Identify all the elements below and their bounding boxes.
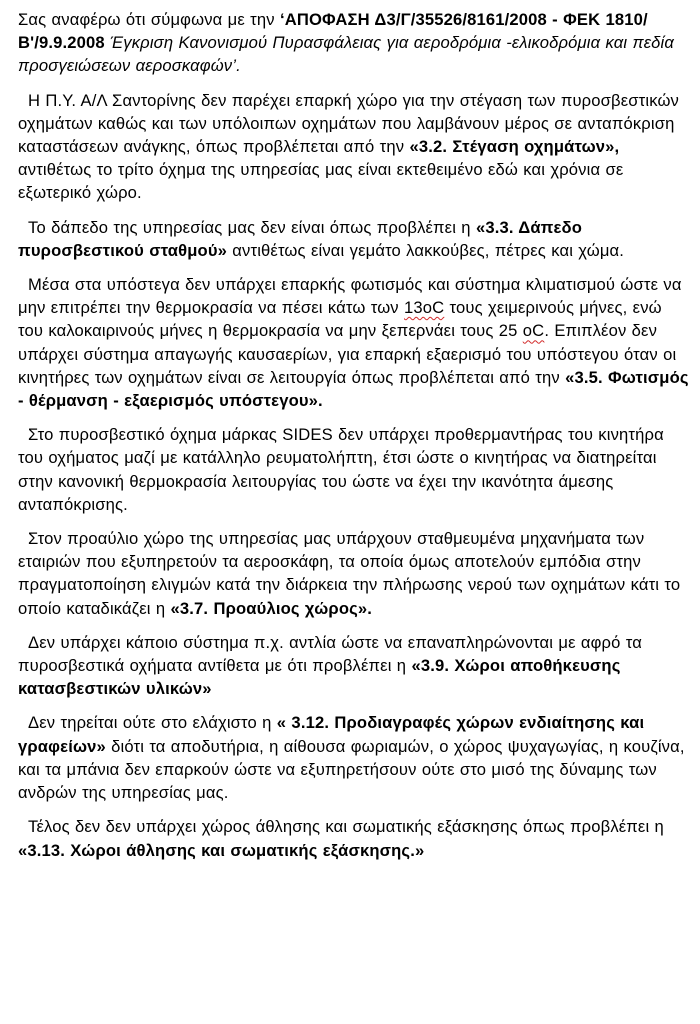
paragraph-engine-preheater	[18, 423, 690, 516]
text-run: διότι τα αποδυτήρια, η αίθουσα φωριαμών, ο χώρος ψυχαγωγίας, η κουζίνα, και τα μπάνια δεν επαρκούν ώστε να εξυπηρετήσουν ούτε στο μισό της δύναμης των ανδρών της υπηρεσίας μας.	[18, 736, 685, 803]
section-ref-3-2: «3.2. Στέγαση οχημάτων»,	[409, 137, 620, 157]
text-run: αντιθέτως το τρίτο όχημα της υπηρεσίας μας είναι εκτεθειμένο εδώ και χρόνια σε εξωτερικό χώρο.	[18, 160, 624, 203]
paragraph-courtyard	[18, 527, 690, 620]
section-ref-3-3: «3.3. Δάπεδο πυροσβεστικού σταθμού»	[18, 217, 583, 260]
spellcheck-marked-text: 13οC	[404, 298, 445, 318]
text-run: . Επιπλέον δεν υπάρχει σύστημα απαγωγής καυσαερίων, για επαρκή εξαερισμό του υπόστεγου όταν οι κινητήρες των οχημάτων είναι σε λειτουργία όπως προβλέπεται από την	[18, 321, 677, 387]
text-run: τους χειμερινούς μήνες, ενώ του καλοκαιρινούς μήνες η θερμοκρασία να μην ξεπερνάει τους 25	[18, 298, 662, 341]
text-run: Στο πυροσβεστικό όχημα μάρκας SIDES δεν υπάρχει προθερμαντήρας του κινητήρα του οχήματος μαζί με κατάλληλο ρευματολήπτη, έτσι ώστε ο κινητήρας να διατηρείται στην κανονική θερμοκρασία λειτουργίας του ώστε να έχει την ικανότητα άμεσης ανταπόκρισης.	[18, 425, 664, 514]
text-run: Μέσα στα υπόστεγα δεν υπάρχει επαρκής φωτισμός και σύστημα κλιματισμού ώστε να μην επιτρέπει την θερμοκρασία να πέσει κάτω των	[18, 275, 682, 318]
text-run: αντιθέτως είναι γεμάτο λακκούβες, πέτρες και χώμα.	[227, 240, 625, 260]
text-run: Τέλος δεν δεν υπάρχει χώρος άθλησης και σωματικής εξάσκησης όπως προβλέπει η	[28, 817, 664, 837]
paragraph-exercise-space	[18, 815, 690, 861]
section-ref-3-7: «3.7. Προαύλιος χώρος».	[170, 598, 373, 618]
paragraph-lighting-heating	[18, 273, 690, 412]
text-run: Η Π.Υ. Α/Λ Σαντορίνης δεν παρέχει επαρκή χώρο για την στέγαση των πυροσβεστικών οχημάτων καθώς και των υπόλοιπων οχημάτων που λαμβάνουν μέρος σε ανταπόκριση καταστάσεων ανάγκης, όπως προβλέπεται από την	[18, 90, 679, 157]
paragraph-vehicle-housing	[18, 89, 690, 205]
text-run: Στον προαύλιο χώρο της υπηρεσίας μας υπάρχουν σταθμευμένα μηχανήματα των εταιριών που εξυπηρετούν τα αεροσκάφη, τα οποία όμως αποτελούν εμπόδια στην πραγματοποίηση ελιγμών κατά την διάρκεια την πλήρωσης νερού των οχημάτων κάτι το οποίο καταδικάζει η	[18, 529, 681, 618]
paragraph-living-quarters	[18, 711, 690, 804]
regulation-title: Έγκριση Κανονισμού Πυρασφάλειας για αεροδρόμια -ελικοδρόμια και πεδία προσγειώσεων αεροσκαφών’.	[18, 33, 674, 76]
spellcheck-marked-text: οC	[522, 321, 545, 341]
section-ref-3-9: «3.9. Χώροι αποθήκευσης κατασβεστικών υλικών»	[18, 656, 621, 699]
paragraph-station-floor	[18, 216, 690, 262]
paragraph-foam-storage	[18, 631, 690, 701]
paragraph-decision-reference	[18, 8, 690, 78]
text-run: Σας αναφέρω ότι σύμφωνα με την	[18, 10, 280, 29]
text-run: Το δάπεδο της υπηρεσίας μας δεν είναι όπως προβλέπει η	[28, 217, 476, 237]
section-ref-3-5: «3.5. Φωτισμός - θέρμανση - εξαερισμός υπόστεγου».	[18, 367, 689, 411]
text-run: Δεν υπάρχει κάποιο σύστημα π.χ. αντλία ώστε να επαναπληρώνονται με αφρό τα πυροσβεστικά οχήματα αντίθετα με ότι προβλέπει η	[18, 632, 642, 676]
section-ref-3-13: «3.13. Χώροι άθλησης και σωματικής εξάσκησης.»	[18, 840, 425, 860]
section-ref-3-12: « 3.12. Προδιαγραφές χώρων ενδιαίτησης και γραφείων»	[18, 713, 645, 756]
decision-title: ‘ΑΠΟΦΑΣΗ Δ3/Γ/35526/8161/2008 - ΦΕΚ 1810/Β'/9.9.2008	[18, 10, 648, 53]
text-run: Δεν τηρείται ούτε στο ελάχιστο η	[28, 713, 277, 733]
